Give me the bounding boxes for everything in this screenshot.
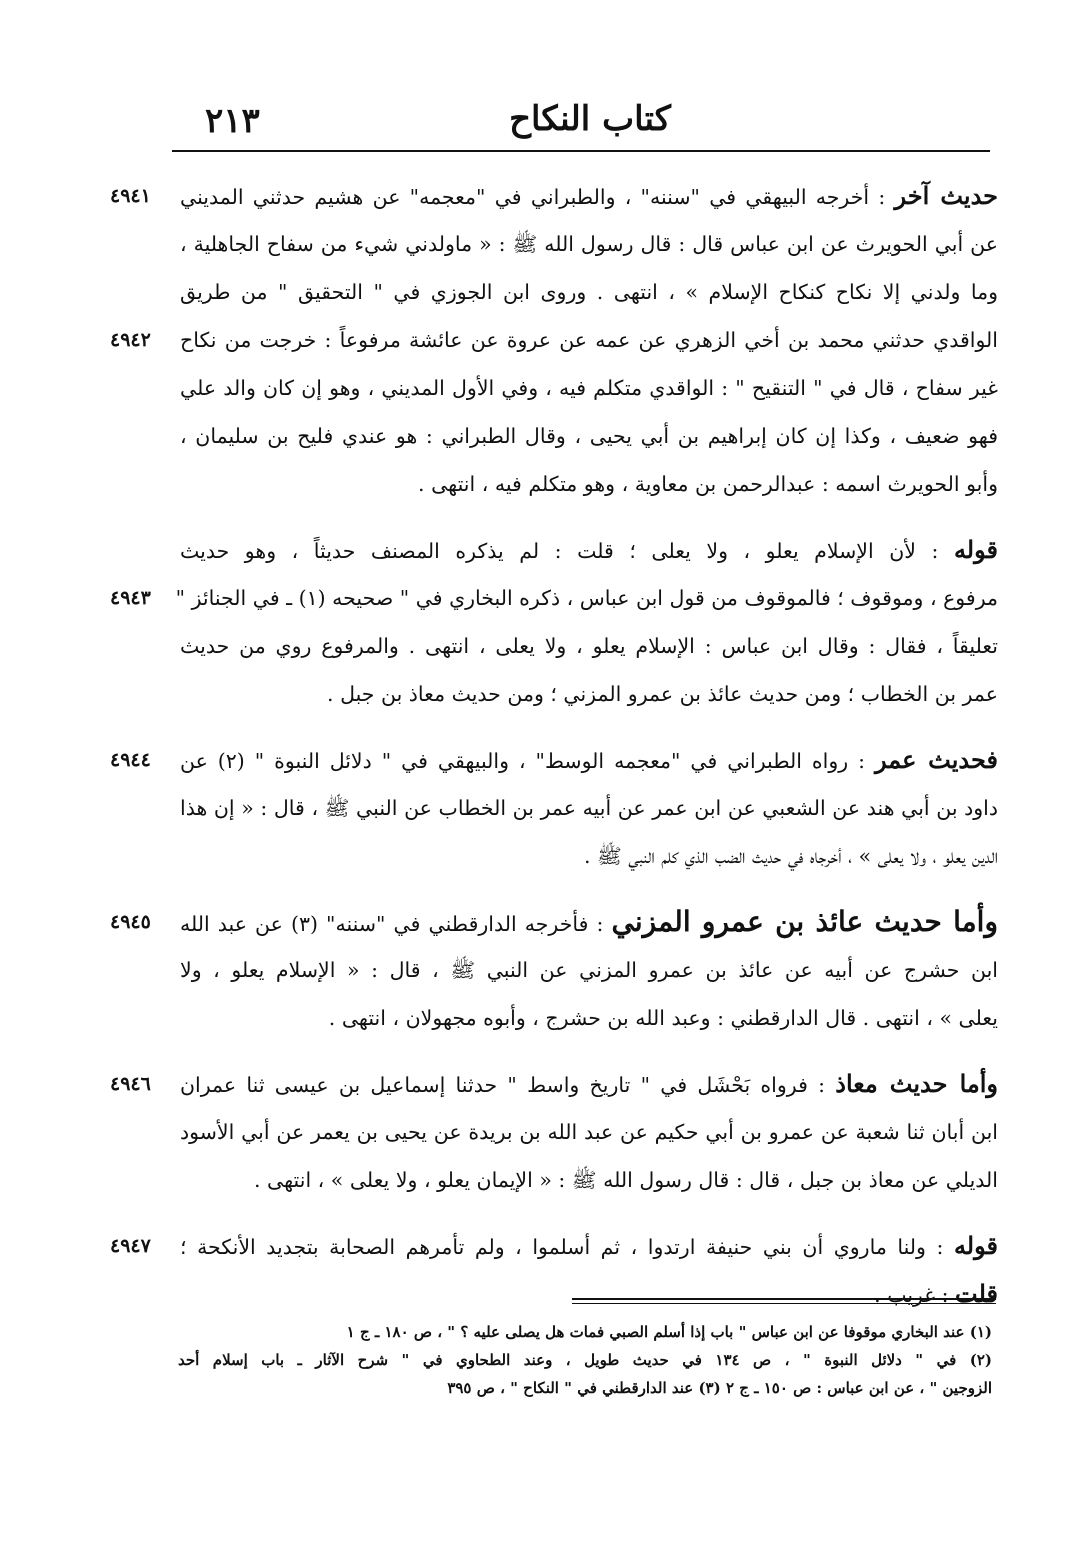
text-line [180, 412, 998, 460]
lead-phrase: قلت [955, 1279, 998, 1308]
text-line [180, 622, 998, 670]
text-line [180, 220, 998, 268]
paragraph [110, 898, 998, 1042]
lead-phrase: حديث آخر [894, 181, 999, 210]
line-text: وأبو الحويرث اسمه : عبدالرحمن بن معاوية ، وهو متكلم فيه ، انتهى . [418, 472, 998, 496]
text-line [180, 1108, 998, 1156]
hadith-number: ٤٩٤٤ [110, 749, 151, 771]
text-line [180, 364, 998, 412]
main-text [110, 172, 999, 1336]
hadith-number: ٤٩٤٥ [110, 911, 151, 933]
footnote-line: الزوجين " ، عن ابن عباس : ص ١٥٠ ـ ج ٢ (٣) عند الدارقطني في " النكاح " ، ص ٣٩٥ [447, 1379, 992, 1397]
footnote-separator-thin [572, 1303, 996, 1304]
text-line [110, 316, 998, 364]
footnote-line: (١) عند البخاري موقوفا عن ابن عباس " باب إذا أسلم الصبي فمات هل يصلى عليه ؟ " ، ص ١٨٠ ـ ج ١ [346, 1323, 992, 1341]
text-line [110, 172, 999, 220]
lead-phrase: قوله [953, 1231, 998, 1260]
line-text: يعلى » ، انتهى . قال الدارقطني : وعبد الله بن حشرج ، وأبوه مجهولان ، انتهى . [328, 1006, 998, 1030]
line-text: مرفوع ، وموقوف ؛ فالموقوف من قول ابن عباس ، ذكره البخاري في " صحيحه (١) ـ في الجنائز " [175, 586, 998, 610]
text-line [180, 1156, 998, 1204]
line-text: تعليقاً ، فقال : وقال ابن عباس : الإسلام يعلو ، ولا يعلى ، انتهى . والمرفوع روي من حديث [180, 634, 998, 658]
line-text: ابن حشرج عن أبيه عن عائذ بن عمرو المزني عن النبي ﷺ ، قال : « الإسلام يعلو ، ولا [180, 958, 998, 982]
paragraph [110, 526, 998, 718]
text-line [110, 1060, 999, 1108]
line-text: غير سفاح ، قال في " التنقيح " : الواقدي متكلم فيه ، وفي الأول المديني ، وهو إن كان والد علي [180, 376, 998, 400]
text-line [110, 898, 998, 946]
text-line [180, 526, 998, 574]
header-rule [172, 150, 990, 152]
line-text: عن أبي الحويرث عن ابن عباس قال : قال رسول الله ﷺ : « ماولدني شيء من سفاح الجاهلية ، [180, 232, 998, 256]
line-text: فحديث عمر : رواه الطبراني في "معجمه الوسط" ، والبيهقي في " دلائل النبوة " (٢) عن [180, 745, 998, 774]
line-text: قوله : ولنا ماروي أن بني حنيفة ارتدوا ، ثم أسلموا ، ولم تأمرهم الصحابة بتجديد الأنكحة ؛ [180, 1231, 998, 1260]
text-line [180, 832, 998, 880]
line-text: فهو ضعيف ، وكذا إن كان إبراهيم بن أبي يحيى ، وقال الطبراني : هو عندي فليح بن سليمان ، [180, 424, 998, 448]
paragraph [110, 736, 998, 880]
line-text: وأما حديث عائذ بن عمرو المزني : فأخرجه الدارقطني في "سننه" (٣) عن عبد الله [180, 905, 998, 938]
line-text: داود بن أبي هند عن الشعبي عن ابن عمر عن أبيه عمر بن الخطاب عن النبي ﷺ ، قال : « إن هذا [180, 796, 998, 820]
line-text: عمر بن الخطاب ؛ ومن حديث عائذ بن عمرو المزني ؛ ومن حديث معاذ بن جبل . [327, 682, 998, 706]
lead-phrase: قوله [953, 535, 998, 564]
text-line [180, 1270, 998, 1318]
line-text: الواقدي حدثني محمد بن أخي الزهري عن عمه عن عروة عن عائشة مرفوعاً : خرجت من نكاح [180, 328, 998, 352]
text-line [180, 268, 998, 316]
text-line [110, 1222, 998, 1270]
line-text: وأما حديث معاذ : فرواه بَحْشَل في " تاريخ واسط " حدثنا إسماعيل بن عيسى ثنا عمران [180, 1069, 999, 1098]
line-text: قلت : غريب . [874, 1279, 998, 1308]
text-line [110, 736, 998, 784]
page-header [170, 95, 1010, 151]
footnote-separator [572, 1298, 996, 1300]
lead-phrase: فحديث عمر [874, 745, 998, 774]
footnote-line: (٢) في " دلائل النبوة " ، ص ١٣٤ في حديث طويل ، وعند الطحاوي في " شرح الآثار ـ باب إسلام أحد [178, 1351, 992, 1369]
text-line [180, 994, 998, 1042]
text-line [180, 460, 998, 508]
lead-phrase: وأما حديث معاذ [835, 1069, 999, 1098]
line-text: قوله : لأن الإسلام يعلو ، ولا يعلى ؛ قلت : لم يذكره المصنف حديثاً ، وهو حديث [180, 535, 998, 564]
hadith-number: ٤٩٤٦ [110, 1073, 151, 1095]
lead-phrase: وأما حديث عائذ بن عمرو المزني [611, 905, 998, 938]
line-text: ابن أبان ثنا شعبة عن عمرو بن أبي حكيم عن عبد الله بن بريدة عن يحيى بن يعمر عن أبي الأسود [180, 1120, 998, 1144]
page-number: ٢١٣ [205, 101, 260, 141]
hadith-number: ٤٩٤٣ [110, 587, 151, 609]
hadith-number: ٤٩٤١ [110, 185, 151, 207]
hadith-number: ٤٩٤٢ [110, 329, 151, 351]
text-line [110, 574, 998, 622]
line-text: وما ولدني إلا نكاح كنكاح الإسلام » ، انتهى . وروى ابن الجوزي في " التحقيق " من طريق [180, 280, 998, 304]
text-line [180, 784, 998, 832]
line-text: الدين يعلو ، ولا يعلى » ، أخرجاه في حديث الضب الذي كلم النبي ﷺ . [583, 844, 998, 868]
paragraph [110, 172, 999, 508]
line-text: حديث آخر : أخرجه البيهقي في "سننه" ، والطبراني في "معجمه" عن هشيم حدثني المديني [180, 181, 999, 210]
running-title: كتاب النكاح [509, 99, 671, 139]
paragraph [110, 1060, 999, 1204]
text-line [180, 946, 998, 994]
line-text: الديلي عن معاذ بن جبل ، قال : قال رسول الله ﷺ : « الإيمان يعلو ، ولا يعلى » ، انتهى . [253, 1168, 998, 1192]
hadith-number: ٤٩٤٧ [110, 1235, 151, 1257]
text-line [180, 670, 998, 718]
footnotes [178, 1318, 992, 1402]
